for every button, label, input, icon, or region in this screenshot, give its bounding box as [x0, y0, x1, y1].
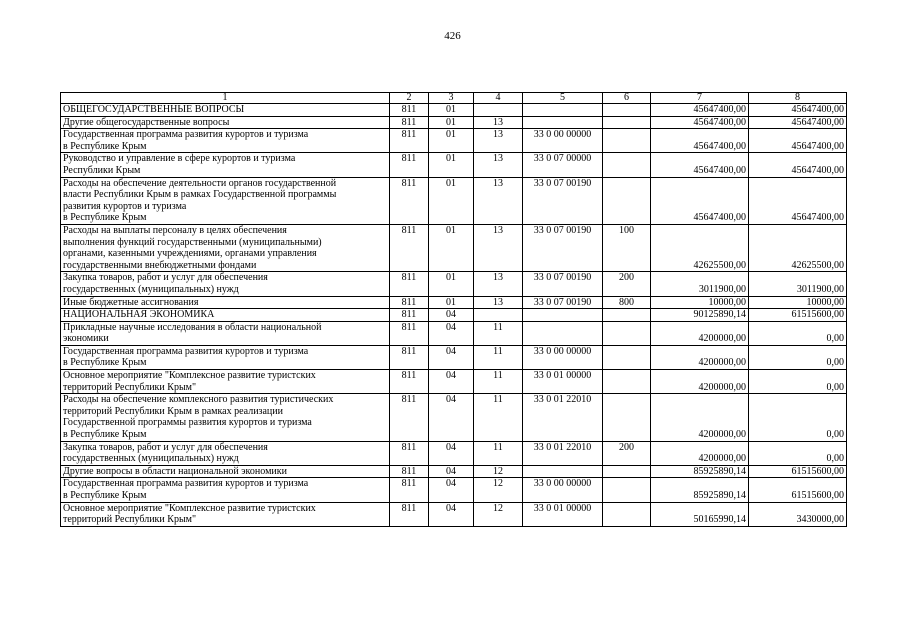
table-row	[61, 116, 847, 129]
section-cell: 01	[429, 296, 474, 309]
ministry-code-cell: 811	[390, 502, 429, 526]
column-number-header: 7	[651, 93, 749, 104]
row-name-cell: Основное мероприятие "Комплексное развитие туристских территорий Республики Крым"	[61, 502, 390, 526]
target-article-cell: 33 0 01 00000	[523, 502, 603, 526]
amount-year2-cell: 0,00	[749, 394, 847, 441]
target-article-cell: 33 0 01 22010	[523, 441, 603, 465]
amount-year1-cell: 4200000,00	[651, 394, 749, 441]
amount-year1-cell: 45647400,00	[651, 177, 749, 224]
amount-year2-cell: 10000,00	[749, 296, 847, 309]
row-name-cell: Государственная программа развития курортов и туризма в Республике Крым	[61, 345, 390, 369]
target-article-cell	[523, 321, 603, 345]
amount-year1-cell: 3011900,00	[651, 272, 749, 296]
expense-type-cell	[603, 177, 651, 224]
expense-type-cell	[603, 370, 651, 394]
column-number-header: 4	[474, 93, 523, 104]
row-name-cell: Закупка товаров, работ и услуг для обеспечения государственных (муниципальных) нужд	[61, 441, 390, 465]
ministry-code-cell: 811	[390, 224, 429, 271]
subsection-cell	[474, 104, 523, 117]
section-cell: 04	[429, 478, 474, 502]
ministry-code-cell: 811	[390, 129, 429, 153]
table-row	[61, 465, 847, 478]
amount-year2-cell: 0,00	[749, 321, 847, 345]
row-name-cell: Прикладные научные исследования в области национальной экономики	[61, 321, 390, 345]
ministry-code-cell: 811	[390, 296, 429, 309]
section-cell: 01	[429, 272, 474, 296]
ministry-code-cell: 811	[390, 441, 429, 465]
amount-year2-cell: 61515600,00	[749, 465, 847, 478]
table-row	[61, 478, 847, 502]
expense-type-cell	[603, 104, 651, 117]
amount-year1-cell: 85925890,14	[651, 478, 749, 502]
section-cell: 04	[429, 502, 474, 526]
amount-year2-cell: 42625500,00	[749, 224, 847, 271]
subsection-cell: 13	[474, 153, 523, 177]
ministry-code-cell: 811	[390, 272, 429, 296]
section-cell: 01	[429, 224, 474, 271]
ministry-code-cell: 811	[390, 177, 429, 224]
expense-type-cell	[603, 309, 651, 322]
row-name-cell: Государственная программа развития курортов и туризма в Республике Крым	[61, 478, 390, 502]
amount-year1-cell: 4200000,00	[651, 370, 749, 394]
expense-type-cell: 200	[603, 441, 651, 465]
column-number-header: 2	[390, 93, 429, 104]
amount-year1-cell: 85925890,14	[651, 465, 749, 478]
target-article-cell: 33 0 07 00190	[523, 296, 603, 309]
ministry-code-cell: 811	[390, 116, 429, 129]
section-cell: 01	[429, 129, 474, 153]
amount-year2-cell: 45647400,00	[749, 116, 847, 129]
subsection-cell: 11	[474, 321, 523, 345]
row-name-cell: Государственная программа развития курортов и туризма в Республике Крым	[61, 129, 390, 153]
target-article-cell	[523, 116, 603, 129]
column-number-header: 5	[523, 93, 603, 104]
ministry-code-cell: 811	[390, 394, 429, 441]
row-name-cell: Расходы на выплаты персоналу в целях обеспечения выполнения функций государственными (муниципальными) органами, казенными учреждениями, органами управления государственными внебюджетными фондами	[61, 224, 390, 271]
target-article-cell: 33 0 07 00000	[523, 153, 603, 177]
table-row	[61, 309, 847, 322]
section-cell: 01	[429, 116, 474, 129]
amount-year1-cell: 4200000,00	[651, 345, 749, 369]
subsection-cell: 13	[474, 296, 523, 309]
target-article-cell: 33 0 07 00190	[523, 177, 603, 224]
target-article-cell	[523, 309, 603, 322]
expense-type-cell	[603, 129, 651, 153]
row-name-cell: ОБЩЕГОСУДАРСТВЕННЫЕ ВОПРОСЫ	[61, 104, 390, 117]
ministry-code-cell: 811	[390, 478, 429, 502]
expense-type-cell	[603, 345, 651, 369]
column-number-header: 3	[429, 93, 474, 104]
target-article-cell	[523, 104, 603, 117]
row-name-cell: НАЦИОНАЛЬНАЯ ЭКОНОМИКА	[61, 309, 390, 322]
amount-year2-cell: 45647400,00	[749, 129, 847, 153]
table-row	[61, 502, 847, 526]
amount-year2-cell: 0,00	[749, 345, 847, 369]
target-article-cell: 33 0 07 00190	[523, 224, 603, 271]
row-name-cell: Закупка товаров, работ и услуг для обеспечения государственных (муниципальных) нужд	[61, 272, 390, 296]
amount-year1-cell: 90125890,14	[651, 309, 749, 322]
budget-table	[60, 92, 847, 527]
amount-year2-cell: 0,00	[749, 441, 847, 465]
subsection-cell: 13	[474, 129, 523, 153]
expense-type-cell	[603, 465, 651, 478]
amount-year2-cell: 3430000,00	[749, 502, 847, 526]
amount-year1-cell: 45647400,00	[651, 129, 749, 153]
row-name-cell: Иные бюджетные ассигнования	[61, 296, 390, 309]
expense-type-cell: 100	[603, 224, 651, 271]
table-row	[61, 272, 847, 296]
page-number: 426	[444, 30, 461, 42]
subsection-cell: 11	[474, 370, 523, 394]
subsection-cell: 11	[474, 394, 523, 441]
subsection-cell: 13	[474, 272, 523, 296]
table-header-row	[61, 93, 847, 104]
row-name-cell: Другие вопросы в области национальной экономики	[61, 465, 390, 478]
amount-year2-cell: 61515600,00	[749, 309, 847, 322]
table-row	[61, 153, 847, 177]
target-article-cell: 33 0 07 00190	[523, 272, 603, 296]
ministry-code-cell: 811	[390, 104, 429, 117]
table-row	[61, 394, 847, 441]
amount-year1-cell: 4200000,00	[651, 321, 749, 345]
amount-year1-cell: 45647400,00	[651, 153, 749, 177]
target-article-cell: 33 0 00 00000	[523, 129, 603, 153]
expense-type-cell	[603, 394, 651, 441]
section-cell: 04	[429, 441, 474, 465]
amount-year1-cell: 45647400,00	[651, 104, 749, 117]
subsection-cell: 11	[474, 441, 523, 465]
column-number-header: 1	[61, 93, 390, 104]
subsection-cell: 12	[474, 478, 523, 502]
section-cell: 04	[429, 465, 474, 478]
section-cell: 01	[429, 104, 474, 117]
section-cell: 04	[429, 370, 474, 394]
ministry-code-cell: 811	[390, 370, 429, 394]
table-row	[61, 370, 847, 394]
subsection-cell: 11	[474, 345, 523, 369]
target-article-cell: 33 0 01 22010	[523, 394, 603, 441]
table-row	[61, 296, 847, 309]
ministry-code-cell: 811	[390, 153, 429, 177]
expense-type-cell: 200	[603, 272, 651, 296]
amount-year1-cell: 42625500,00	[651, 224, 749, 271]
row-name-cell: Расходы на обеспечение деятельности органов государственной власти Республики Крым в рамках Государственной программы развития курортов и туризма в Республике Крым	[61, 177, 390, 224]
section-cell: 01	[429, 153, 474, 177]
table-row	[61, 177, 847, 224]
subsection-cell: 12	[474, 502, 523, 526]
section-cell: 01	[429, 177, 474, 224]
amount-year2-cell: 61515600,00	[749, 478, 847, 502]
ministry-code-cell: 811	[390, 345, 429, 369]
table-row	[61, 129, 847, 153]
subsection-cell: 13	[474, 224, 523, 271]
row-name-cell: Другие общегосударственные вопросы	[61, 116, 390, 129]
ministry-code-cell: 811	[390, 465, 429, 478]
table-row	[61, 321, 847, 345]
subsection-cell: 13	[474, 177, 523, 224]
amount-year2-cell: 0,00	[749, 370, 847, 394]
subsection-cell	[474, 309, 523, 322]
expense-type-cell	[603, 153, 651, 177]
column-number-header: 8	[749, 93, 847, 104]
expense-type-cell	[603, 478, 651, 502]
expense-type-cell	[603, 502, 651, 526]
subsection-cell: 13	[474, 116, 523, 129]
section-cell: 04	[429, 394, 474, 441]
amount-year1-cell: 50165990,14	[651, 502, 749, 526]
expense-type-cell	[603, 116, 651, 129]
section-cell: 04	[429, 345, 474, 369]
target-article-cell: 33 0 01 00000	[523, 370, 603, 394]
subsection-cell: 12	[474, 465, 523, 478]
ministry-code-cell: 811	[390, 321, 429, 345]
ministry-code-cell: 811	[390, 309, 429, 322]
column-number-header: 6	[603, 93, 651, 104]
target-article-cell: 33 0 00 00000	[523, 478, 603, 502]
amount-year2-cell: 45647400,00	[749, 153, 847, 177]
amount-year2-cell: 3011900,00	[749, 272, 847, 296]
row-name-cell: Основное мероприятие "Комплексное развитие туристских территорий Республики Крым"	[61, 370, 390, 394]
table-row	[61, 441, 847, 465]
table-row	[61, 345, 847, 369]
row-name-cell: Расходы на обеспечение комплексного развития туристических территорий Республики Крым в рамках реализации Государственной программы развития курортов и туризма в Республике Крым	[61, 394, 390, 441]
expense-type-cell	[603, 321, 651, 345]
target-article-cell: 33 0 00 00000	[523, 345, 603, 369]
section-cell: 04	[429, 309, 474, 322]
section-cell: 04	[429, 321, 474, 345]
amount-year2-cell: 45647400,00	[749, 104, 847, 117]
row-name-cell: Руководство и управление в сфере курортов и туризма Республики Крым	[61, 153, 390, 177]
table-row	[61, 224, 847, 271]
expense-type-cell: 800	[603, 296, 651, 309]
amount-year1-cell: 4200000,00	[651, 441, 749, 465]
target-article-cell	[523, 465, 603, 478]
amount-year1-cell: 10000,00	[651, 296, 749, 309]
amount-year1-cell: 45647400,00	[651, 116, 749, 129]
table-row	[61, 104, 847, 117]
amount-year2-cell: 45647400,00	[749, 177, 847, 224]
